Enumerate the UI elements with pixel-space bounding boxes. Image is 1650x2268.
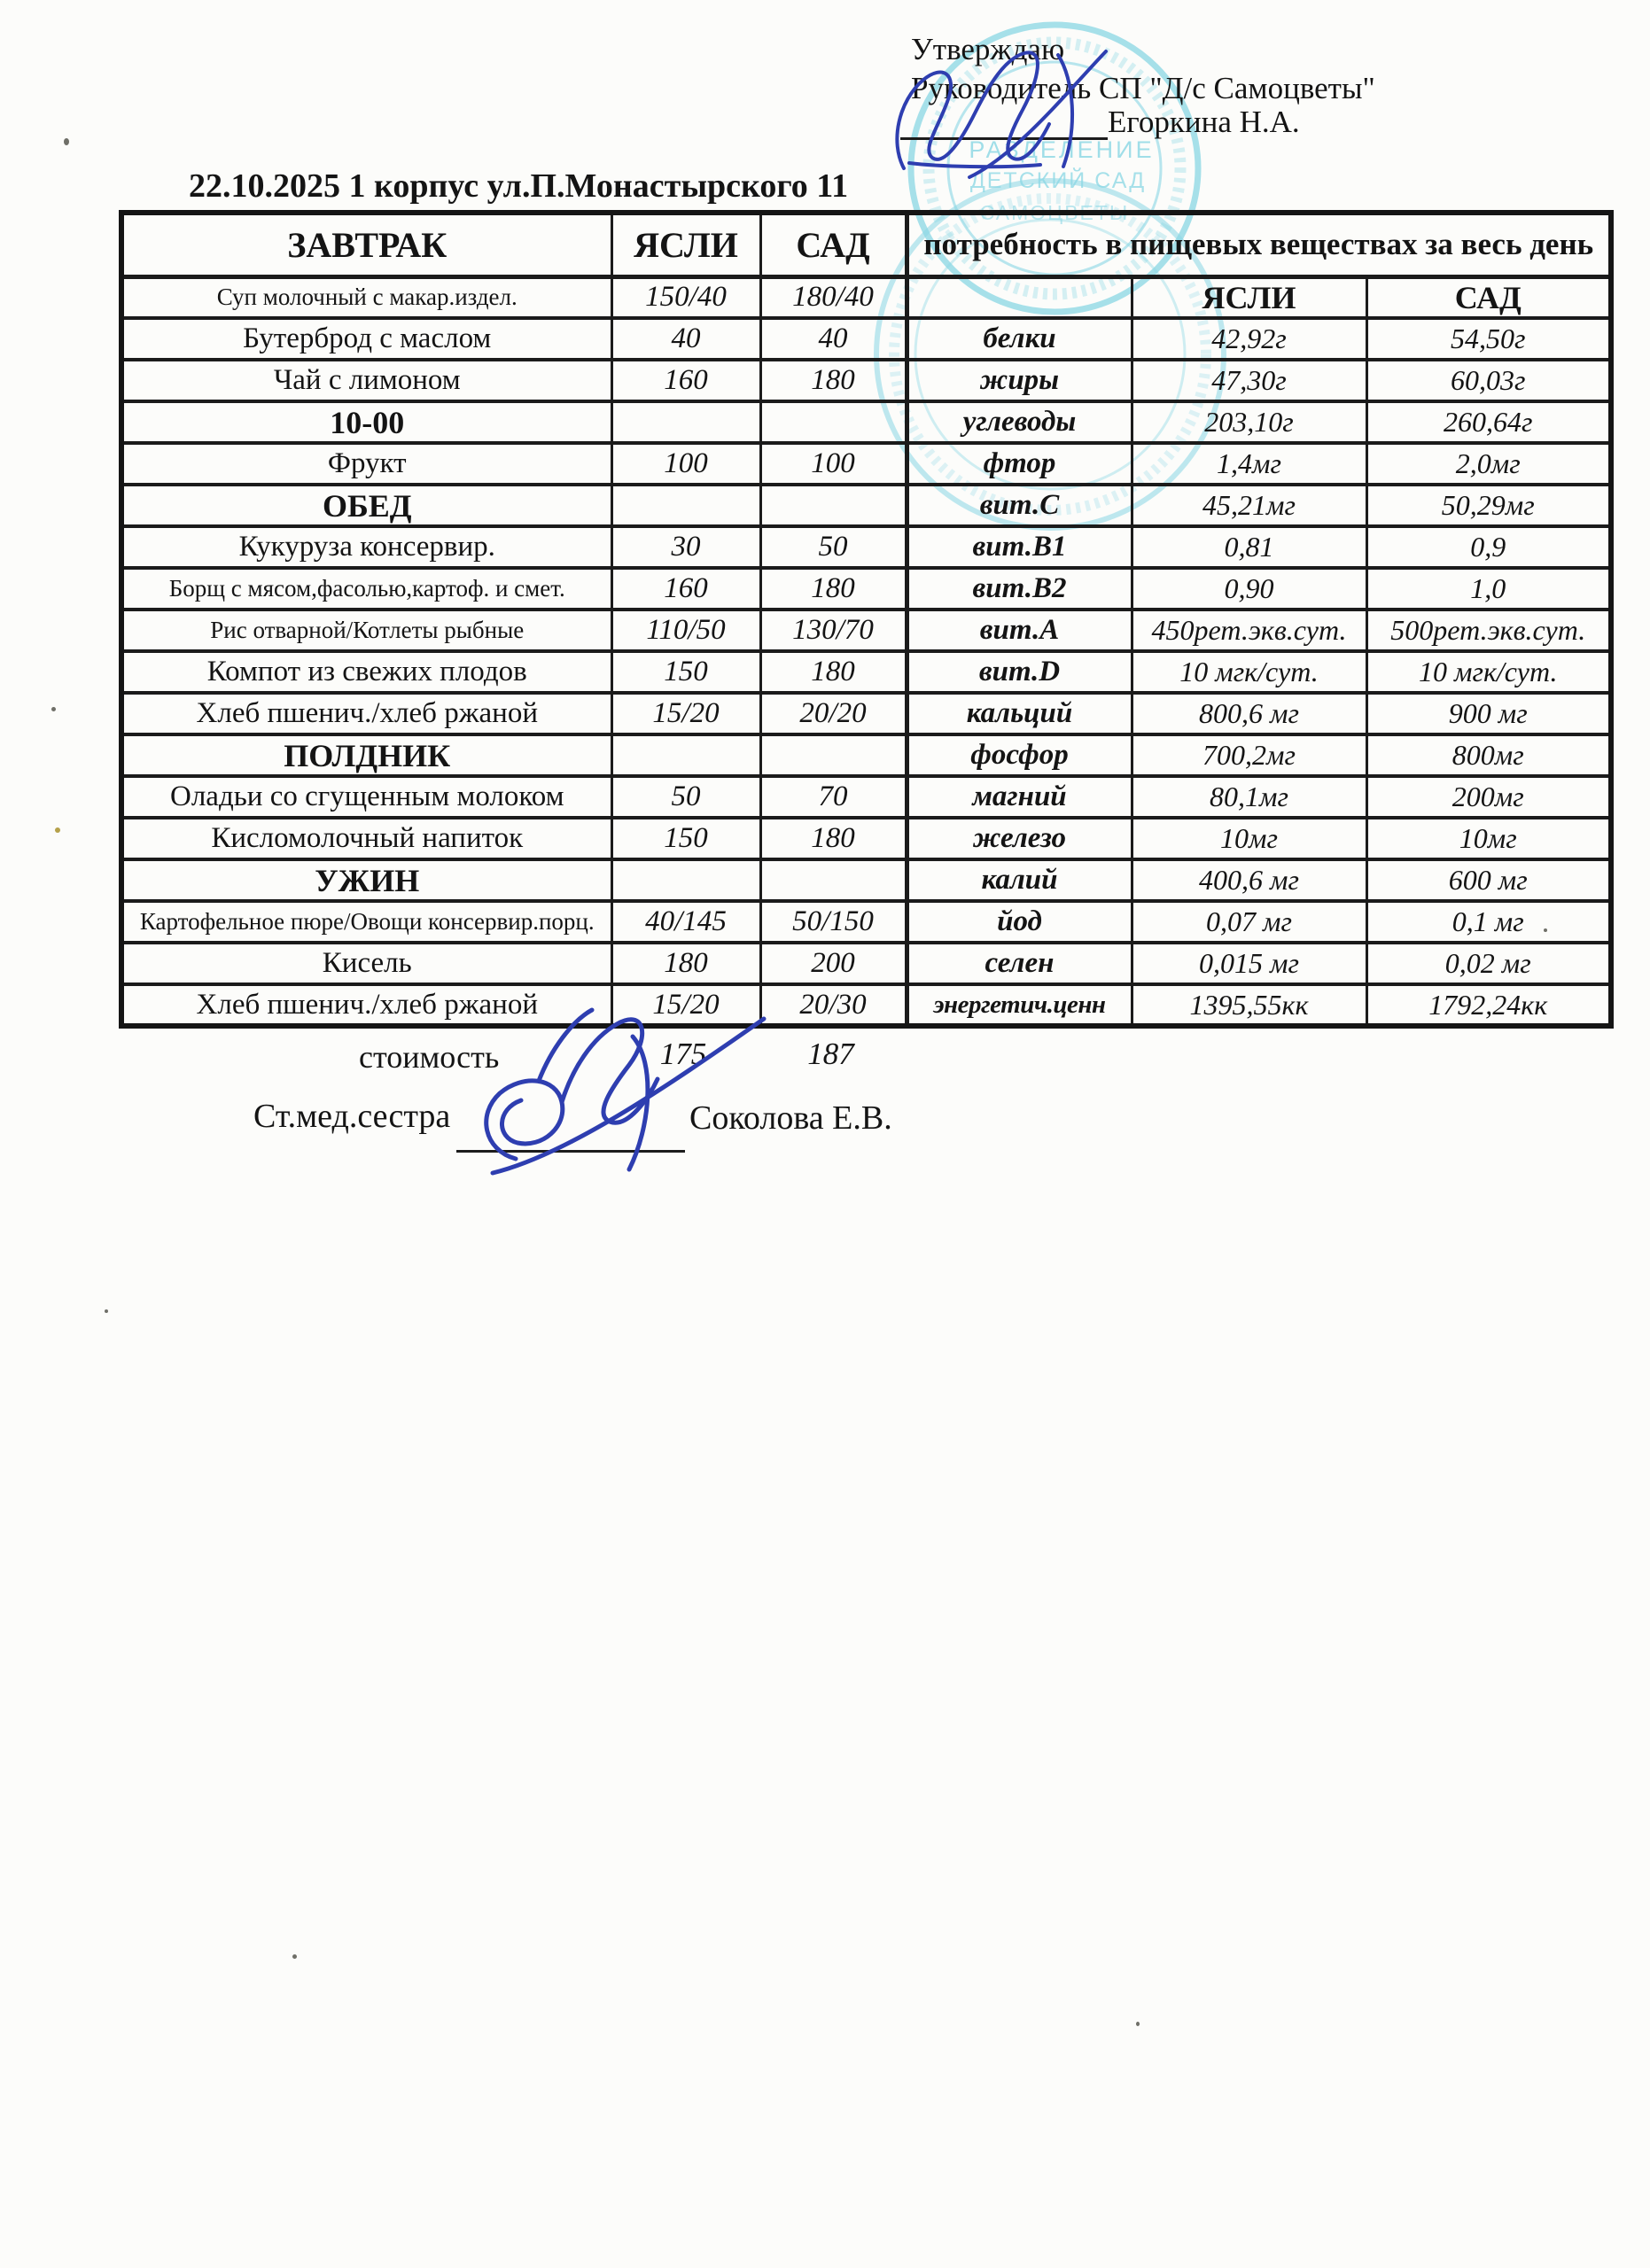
table-row: [121, 526, 1611, 568]
nutrient-sad-value-cell: 200мг: [1366, 776, 1611, 818]
menu-item-cell: Фрукт: [121, 443, 611, 485]
cost-label: стоимость: [359, 1039, 500, 1075]
portion-yasli-cell: 110/50: [611, 610, 760, 651]
portion-yasli-cell: 50: [611, 776, 760, 818]
portion-yasli-cell: 100: [611, 443, 760, 485]
nutrient-yasli-value-cell: 1395,55кк: [1132, 984, 1366, 1026]
nutrient-name-cell: калий: [907, 859, 1132, 901]
nutrient-yasli-value-cell: 0,07 мг: [1132, 901, 1366, 943]
portion-yasli-cell: [611, 401, 760, 443]
nutrient-name-cell: вит.А: [907, 610, 1132, 651]
table-row: [121, 276, 1611, 318]
portion-yasli-cell: 40: [611, 318, 760, 360]
menu-item-cell: ОБЕД: [121, 485, 611, 526]
header-sad: САД: [760, 213, 907, 276]
table-row: [121, 360, 1611, 401]
portion-yasli-cell: [611, 859, 760, 901]
portion-sad-cell: 40: [760, 318, 907, 360]
nutrient-name-cell: энергетич.ценн: [907, 984, 1132, 1026]
portion-sad-cell: 20/20: [760, 693, 907, 734]
nutrient-sad-value-cell: 10мг: [1366, 818, 1611, 859]
nutrient-yasli-value-cell: 80,1мг: [1132, 776, 1366, 818]
nutrient-sad-value-cell: 600 мг: [1366, 859, 1611, 901]
menu-item-cell: Хлеб пшенич./хлеб ржаной: [121, 984, 611, 1026]
portion-yasli-cell: 150: [611, 651, 760, 693]
nutrient-sad-value-cell: 54,50г: [1366, 318, 1611, 360]
menu-item-cell: Компот из свежих плодов: [121, 651, 611, 693]
nutrient-yasli-value-cell: 203,10г: [1132, 401, 1366, 443]
table-row: [121, 610, 1611, 651]
table-row: [121, 443, 1611, 485]
portion-yasli-cell: 160: [611, 568, 760, 610]
nutrient-yasli-value-cell: 0,81: [1132, 526, 1366, 568]
portion-sad-cell: 200: [760, 943, 907, 984]
portion-yasli-cell: 15/20: [611, 693, 760, 734]
nutrient-name-cell: фосфор: [907, 734, 1132, 776]
nutrient-name-cell: белки: [907, 318, 1132, 360]
nutrient-yasli-value-cell: 400,6 мг: [1132, 859, 1366, 901]
menu-item-cell: Борщ с мясом,фасолью,картоф. и смет.: [121, 568, 611, 610]
stamp-text-fragment: ДЕТСКИЙ САД: [969, 168, 1147, 193]
nutrient-name-cell: фтор: [907, 443, 1132, 485]
approval-signer-name: Егоркина Н.А.: [1108, 105, 1300, 139]
nurse-label: Ст.мед.сестра: [253, 1098, 451, 1135]
menu-item-cell: УЖИН: [121, 859, 611, 901]
nutrient-yasli-value-cell: ЯСЛИ: [1132, 276, 1366, 318]
nutrient-name-cell: магний: [907, 776, 1132, 818]
nutrient-sad-value-cell: 260,64г: [1366, 401, 1611, 443]
nutrient-name-cell: вит.D: [907, 651, 1132, 693]
portion-sad-cell: 70: [760, 776, 907, 818]
nutrient-sad-value-cell: 50,29мг: [1366, 485, 1611, 526]
director-signature-ink: [884, 43, 1124, 184]
nutrient-yasli-value-cell: 10мг: [1132, 818, 1366, 859]
nutrient-yasli-value-cell: 0,90: [1132, 568, 1366, 610]
nurse-name: Соколова Е.В.: [689, 1099, 892, 1137]
menu-item-cell: Хлеб пшенич./хлеб ржаной: [121, 693, 611, 734]
menu-item-cell: 10-00: [121, 401, 611, 443]
portion-sad-cell: 180: [760, 818, 907, 859]
stamp-text-fragment: САМОЦВЕТЫ: [979, 201, 1130, 224]
portion-yasli-cell: [611, 734, 760, 776]
portion-sad-cell: [760, 485, 907, 526]
table-row: [121, 818, 1611, 859]
nutrient-sad-value-cell: 10 мгк/сут.: [1366, 651, 1611, 693]
menu-item-cell: ПОЛДНИК: [121, 734, 611, 776]
menu-item-cell: Картофельное пюре/Овощи консервир.порц.: [121, 901, 611, 943]
nutrient-yasli-value-cell: 450рет.экв.сут.: [1132, 610, 1366, 651]
cost-yasli-value: 175: [659, 1037, 707, 1071]
table-row: [121, 318, 1611, 360]
portion-yasli-cell: 150/40: [611, 276, 760, 318]
nutrient-name-cell: вит.В2: [907, 568, 1132, 610]
portion-sad-cell: 50: [760, 526, 907, 568]
menu-item-cell: Суп молочный с макар.издел.: [121, 276, 611, 318]
portion-sad-cell: 130/70: [760, 610, 907, 651]
table-row: [121, 401, 1611, 443]
table-row: [121, 485, 1611, 526]
scan-speck: [1136, 2022, 1140, 2026]
nutrient-yasli-value-cell: 1,4мг: [1132, 443, 1366, 485]
portion-yasli-cell: [611, 485, 760, 526]
nutrient-sad-value-cell: 1,0: [1366, 568, 1611, 610]
nutrient-yasli-value-cell: 700,2мг: [1132, 734, 1366, 776]
nutrient-name-cell: вит.В1: [907, 526, 1132, 568]
portion-sad-cell: 180/40: [760, 276, 907, 318]
nutrient-sad-value-cell: 0,9: [1366, 526, 1611, 568]
nutrient-sad-value-cell: 0,02 мг: [1366, 943, 1611, 984]
header-meal: ЗАВТРАК: [121, 213, 611, 276]
table-row: [121, 734, 1611, 776]
portion-yasli-cell: 180: [611, 943, 760, 984]
portion-sad-cell: 50/150: [760, 901, 907, 943]
nutrient-sad-value-cell: 500рет.экв.сут.: [1366, 610, 1611, 651]
portion-sad-cell: 180: [760, 568, 907, 610]
header-nutrition: потребность в пищевых веществах за весь день: [907, 213, 1611, 276]
nutrient-yasli-value-cell: 800,6 мг: [1132, 693, 1366, 734]
portion-yasli-cell: 150: [611, 818, 760, 859]
portion-sad-cell: [760, 401, 907, 443]
nurse-signature-ink: [459, 985, 778, 1189]
nutrient-name-cell: углеводы: [907, 401, 1132, 443]
portion-sad-cell: 180: [760, 360, 907, 401]
nutrient-sad-value-cell: 800мг: [1366, 734, 1611, 776]
table-row: [121, 776, 1611, 818]
portion-sad-cell: 100: [760, 443, 907, 485]
header-yasli: ЯСЛИ: [611, 213, 760, 276]
nutrient-sad-value-cell: 2,0мг: [1366, 443, 1611, 485]
table-row: [121, 651, 1611, 693]
portion-sad-cell: [760, 734, 907, 776]
document-title: 22.10.2025 1 корпус ул.П.Монастырского 11: [189, 167, 849, 205]
menu-item-cell: Кукуруза консервир.: [121, 526, 611, 568]
nutrient-sad-value-cell: 60,03г: [1366, 360, 1611, 401]
scan-speck: [51, 707, 56, 711]
nutrient-name-cell: жиры: [907, 360, 1132, 401]
menu-item-cell: Кисломолочный напиток: [121, 818, 611, 859]
stamp-text-fragment: РАЗДЕЛЕНИЕ: [969, 136, 1155, 163]
portion-sad-cell: [760, 859, 907, 901]
nutrient-name-cell: железо: [907, 818, 1132, 859]
nutrient-sad-value-cell: САД: [1366, 276, 1611, 318]
approval-line-1: Утверждаю: [911, 32, 1065, 66]
table-row: [121, 943, 1611, 984]
portion-sad-cell: 180: [760, 651, 907, 693]
nutrient-name-cell: йод: [907, 901, 1132, 943]
menu-item-cell: Кисель: [121, 943, 611, 984]
table-row: [121, 568, 1611, 610]
menu-item-cell: Оладьи со сгущенным молоком: [121, 776, 611, 818]
table-row: [121, 693, 1611, 734]
portion-sad-cell: 20/30: [760, 984, 907, 1026]
nutrient-yasli-value-cell: 42,92г: [1132, 318, 1366, 360]
table-header-row: [121, 213, 1611, 276]
approval-line-2: Руководитель СП "Д/с Самоцветы": [911, 71, 1375, 105]
portion-yasli-cell: 40/145: [611, 901, 760, 943]
nutrient-yasli-value-cell: 10 мгк/сут.: [1132, 651, 1366, 693]
scan-speck: [105, 1309, 108, 1313]
portion-yasli-cell: 15/20: [611, 984, 760, 1026]
menu-item-cell: Бутерброд с маслом: [121, 318, 611, 360]
nutrient-yasli-value-cell: 47,30г: [1132, 360, 1366, 401]
menu-nutrition-table: [119, 210, 1614, 1029]
portion-yasli-cell: 30: [611, 526, 760, 568]
menu-item-cell: Чай с лимоном: [121, 360, 611, 401]
scan-speck: [64, 138, 69, 145]
table-row: [121, 859, 1611, 901]
nutrient-name-cell: [907, 276, 1132, 318]
nutrient-name-cell: кальций: [907, 693, 1132, 734]
cost-sad-value: 187: [807, 1037, 854, 1071]
scan-speck: [292, 1954, 297, 1959]
nutrient-sad-value-cell: 1792,24кк: [1366, 984, 1611, 1026]
table-row: [121, 984, 1611, 1026]
nutrient-name-cell: селен: [907, 943, 1132, 984]
table-row: [121, 901, 1611, 943]
nutrient-yasli-value-cell: 0,015 мг: [1132, 943, 1366, 984]
scan-speck: [55, 827, 60, 833]
nutrient-yasli-value-cell: 45,21мг: [1132, 485, 1366, 526]
nutrient-name-cell: вит.С: [907, 485, 1132, 526]
menu-item-cell: Рис отварной/Котлеты рыбные: [121, 610, 611, 651]
nutrient-sad-value-cell: 0,1 мг: [1366, 901, 1611, 943]
portion-yasli-cell: 160: [611, 360, 760, 401]
nutrient-sad-value-cell: 900 мг: [1366, 693, 1611, 734]
